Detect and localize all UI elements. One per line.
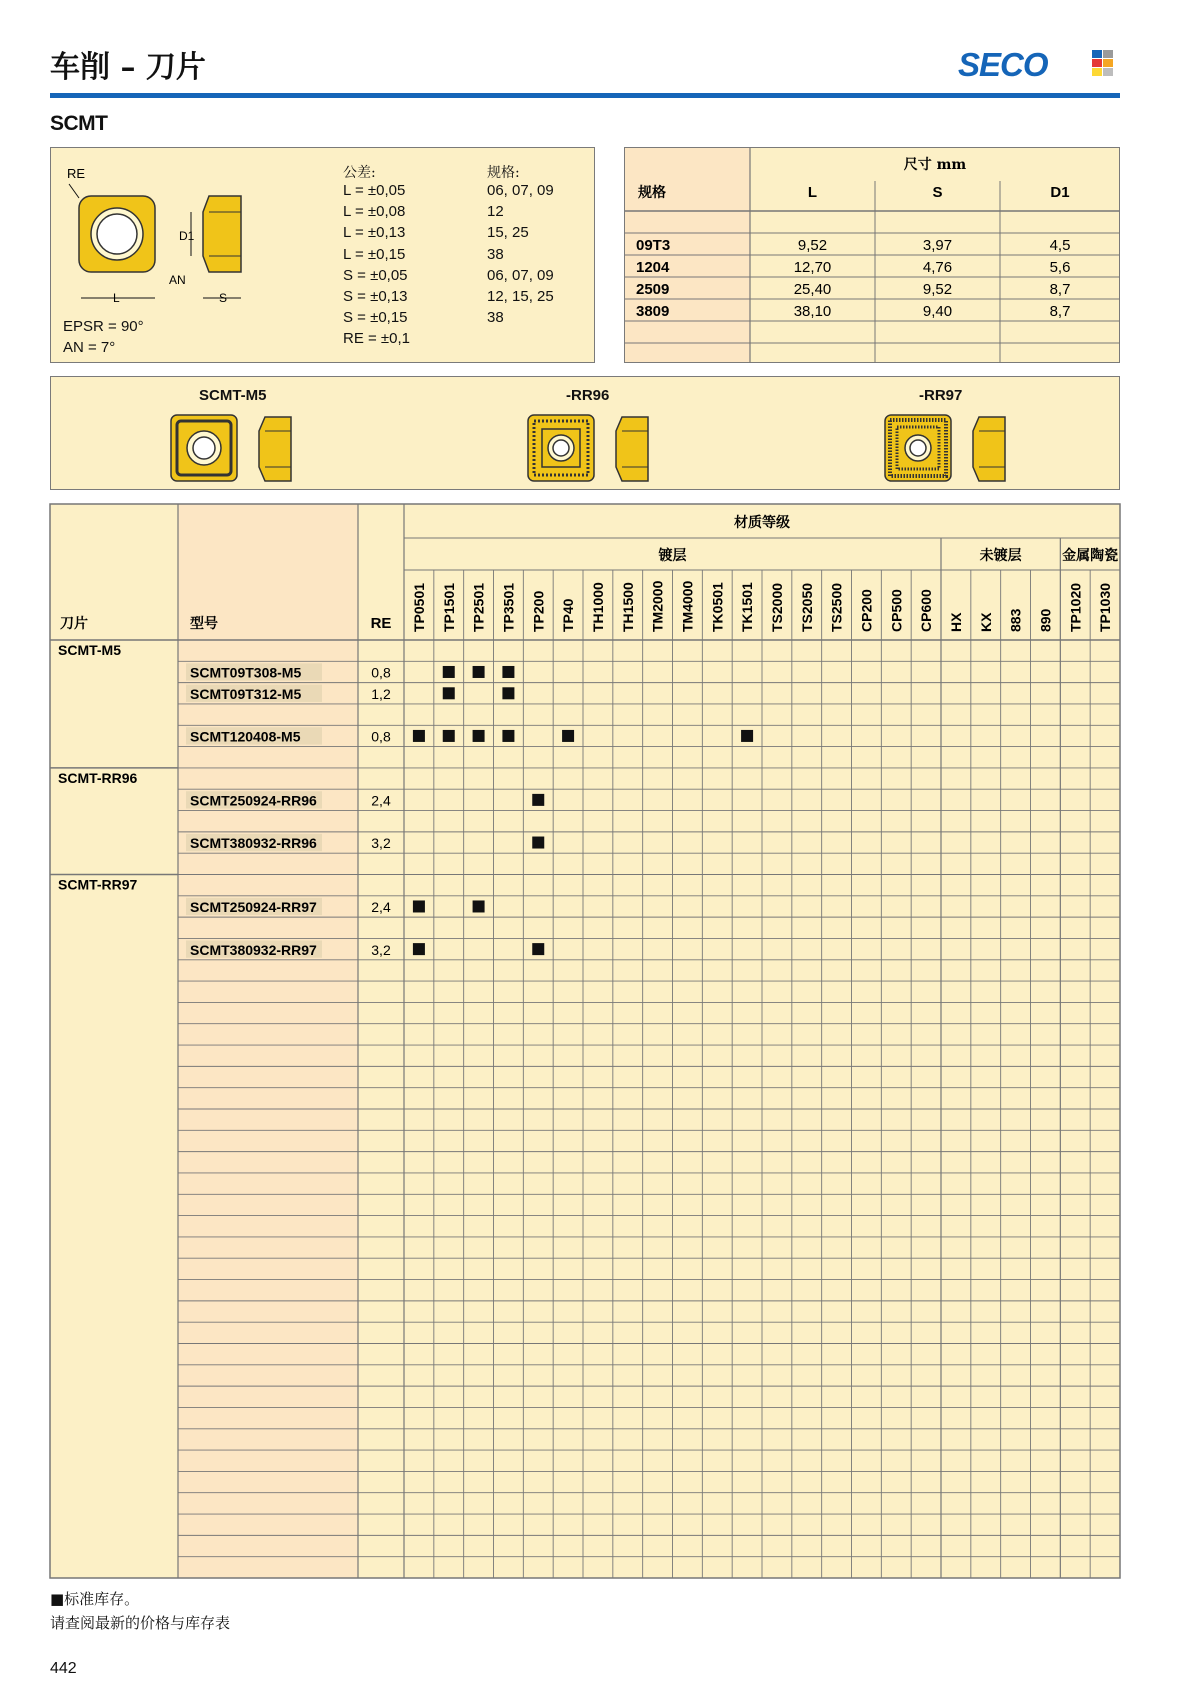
stock-marker [562,730,574,742]
tolerance-value: L = ±0,13 [343,224,406,242]
geometry-m5-icon [169,413,309,489]
re-label: RE [67,166,86,181]
tolerance-row [343,203,583,220]
stock-marker [532,837,544,849]
tolerance-value: L = ±0,08 [343,203,406,221]
insert-family: SCMT-RR97 [58,876,138,893]
model-code[interactable]: SCMT120408-M5 [190,728,301,745]
grade-column-header: TS2500 [828,582,845,632]
l-label: L [113,291,120,305]
re-column-header: RE [370,615,392,632]
tolerance-row [343,224,583,241]
stock-marker [741,730,753,742]
grade-column-header: HX [947,612,964,632]
model-code[interactable]: SCMT380932-RR96 [190,835,317,852]
model-code[interactable]: SCMT250924-RR96 [190,792,317,809]
size-header: 规格 [638,185,666,201]
insert-diagram [59,158,299,318]
grade-column-header: TP1030 [1097,582,1114,632]
dimension-value: 9,52 [797,237,828,254]
dimensions-table [624,147,1120,363]
tolerance-value: S = ±0,05 [343,266,408,284]
tolerance-row [343,330,583,347]
grade-column-header: TM2000 [649,580,666,632]
stock-marker [532,794,544,806]
tolerance-sizes: 15, 25 [487,224,529,242]
tolerance-row [343,267,583,284]
tolerance-row [343,182,583,199]
grade-group-name: 未镀层 [979,548,1022,564]
grade-column-header: TP40 [560,598,577,632]
dimension-column-header: S [932,184,943,201]
grades-table [48,502,1124,1582]
dimension-value: 4,5 [1049,237,1071,254]
stock-marker [413,900,425,912]
d1-label: D1 [179,229,195,243]
dimension-size: 3809 [636,303,670,320]
grade-column-header: TH1000 [589,582,606,632]
logo-squares-icon [1092,50,1114,76]
geometry-title-rr96: -RR96 [566,387,610,404]
insert-column-header: 刀片 [60,616,88,632]
re-value: 0,8 [371,664,391,681]
an-value: AN = 7° [63,339,116,356]
stock-marker [502,730,514,742]
re-value: 2,4 [371,792,391,809]
model-column-header: 型号 [190,616,218,632]
grade-column-header: CP200 [858,589,875,632]
dimension-column-header: L [807,184,818,201]
grade-column-header: TP1020 [1067,582,1084,632]
epsr-value: EPSR = 90° [63,318,144,335]
model-code[interactable]: SCMT09T308-M5 [190,664,302,681]
s-label: S [219,291,228,305]
grade-column-header: TP0501 [410,582,427,632]
page-number: 442 [50,1660,77,1677]
grade-column-header: CP600 [918,589,935,632]
tolerance-sizes: 12 [487,203,504,221]
tolerance-row [343,246,583,263]
tolerance-sizes: 38 [487,309,504,327]
model-code[interactable]: SCMT09T312-M5 [190,685,302,702]
grade-column-header: CP500 [888,589,905,632]
re-value: 3,2 [371,941,391,958]
model-code[interactable]: SCMT380932-RR97 [190,941,317,958]
insert-family: SCMT-M5 [58,642,121,658]
grade-column-header: TS2000 [768,582,785,632]
dimension-column-header: D1 [1050,184,1070,201]
geometry-panel [50,147,595,363]
grade-group-name: 金属陶瓷 [1062,548,1119,564]
grade-column-header: TK0501 [709,582,726,632]
stock-marker [502,687,514,699]
grade-column-header: TK1501 [739,582,756,632]
grade-group-name: 镀层 [658,548,687,564]
price-note: 请查阅最新的价格与库存表 [50,1614,231,1632]
grade-column-header: TM4000 [679,580,696,632]
tolerance-value: RE = ±0,1 [343,330,411,348]
grade-column-header: TP2501 [470,582,487,632]
tolerance-value: L = ±0,05 [343,182,406,199]
model-code[interactable]: SCMT250924-RR97 [190,899,317,916]
grade-group-title: 材质等级 [734,515,790,531]
tolerance-value: S = ±0,15 [343,309,408,327]
dimension-value: 3,97 [922,237,953,254]
re-value: 0,8 [371,728,391,745]
tolerance-sizes: 06, 07, 09 [487,182,554,199]
dimension-value: 4,76 [922,259,953,276]
geometry-title-rr97: -RR97 [919,387,963,404]
stock-marker [473,900,485,912]
dimensions-panel [624,147,1120,363]
seco-logo [958,46,1118,82]
stock-marker [473,730,485,742]
dimension-value: 25,40 [793,281,832,298]
grade-column-header: 890 [1037,608,1054,632]
dimension-value: 38,10 [793,303,832,320]
header-rule [50,93,1120,98]
geometry-rr96-icon [526,413,666,489]
tolerance-value: L = ±0,15 [343,245,406,263]
dimension-value: 8,7 [1049,303,1071,320]
grade-column-header: TP3501 [500,582,517,632]
stock-marker [443,666,455,678]
stock-marker [473,666,485,678]
dimension-group-header: 尺寸 mm [903,157,967,173]
tolerance-sizes: 38 [487,245,504,263]
tolerance-value: S = ±0,13 [343,288,408,305]
tolerance-row [343,288,583,305]
stock-marker [443,687,455,699]
grade-column-header: 883 [1007,608,1024,632]
grade-column-header: TH1500 [619,582,636,632]
stock-marker [413,943,425,955]
tolerance-sizes: 12, 15, 25 [487,288,554,305]
stock-marker [413,730,425,742]
stock-marker [502,666,514,678]
dimension-value: 12,70 [793,259,832,276]
stock-marker [532,943,544,955]
re-value: 1,2 [371,685,391,702]
insert-family: SCMT-RR96 [58,769,138,786]
stock-marker [443,730,455,742]
insert-side-view-icon [203,196,241,272]
section-title: SCMT [50,112,108,135]
size-header: 规格: [487,165,520,181]
dimension-value: 8,7 [1049,281,1071,298]
grade-column-header: TS2050 [798,582,815,632]
geometry-title-m5: SCMT-M5 [199,387,267,404]
dimension-size: 09T3 [636,237,671,254]
dimension-value: 9,52 [922,281,953,298]
dimension-value: 9,40 [922,303,953,320]
grade-column-header: TP200 [530,590,547,632]
footer-notes [50,1588,230,1633]
re-value: 2,4 [371,899,391,916]
dimension-value: 5,6 [1049,259,1071,276]
re-value: 3,2 [371,835,391,852]
geometry-rr97-icon [883,413,1023,489]
tolerance-sizes: 06, 07, 09 [487,266,554,284]
dimension-size: 2509 [636,281,670,298]
tolerance-row [343,309,583,326]
grade-column-header: TP1501 [440,582,457,632]
geometries-panel [50,376,1120,490]
dimension-size: 1204 [636,259,670,276]
grade-column-header: KX [977,612,994,632]
stock-note: ■标准库存。 [50,1590,140,1608]
brand-name: SECO [958,46,1048,83]
an-label: AN [169,273,186,287]
page-title: 车削 – 刀片 [50,50,206,85]
tolerance-header: 公差: [343,165,376,181]
